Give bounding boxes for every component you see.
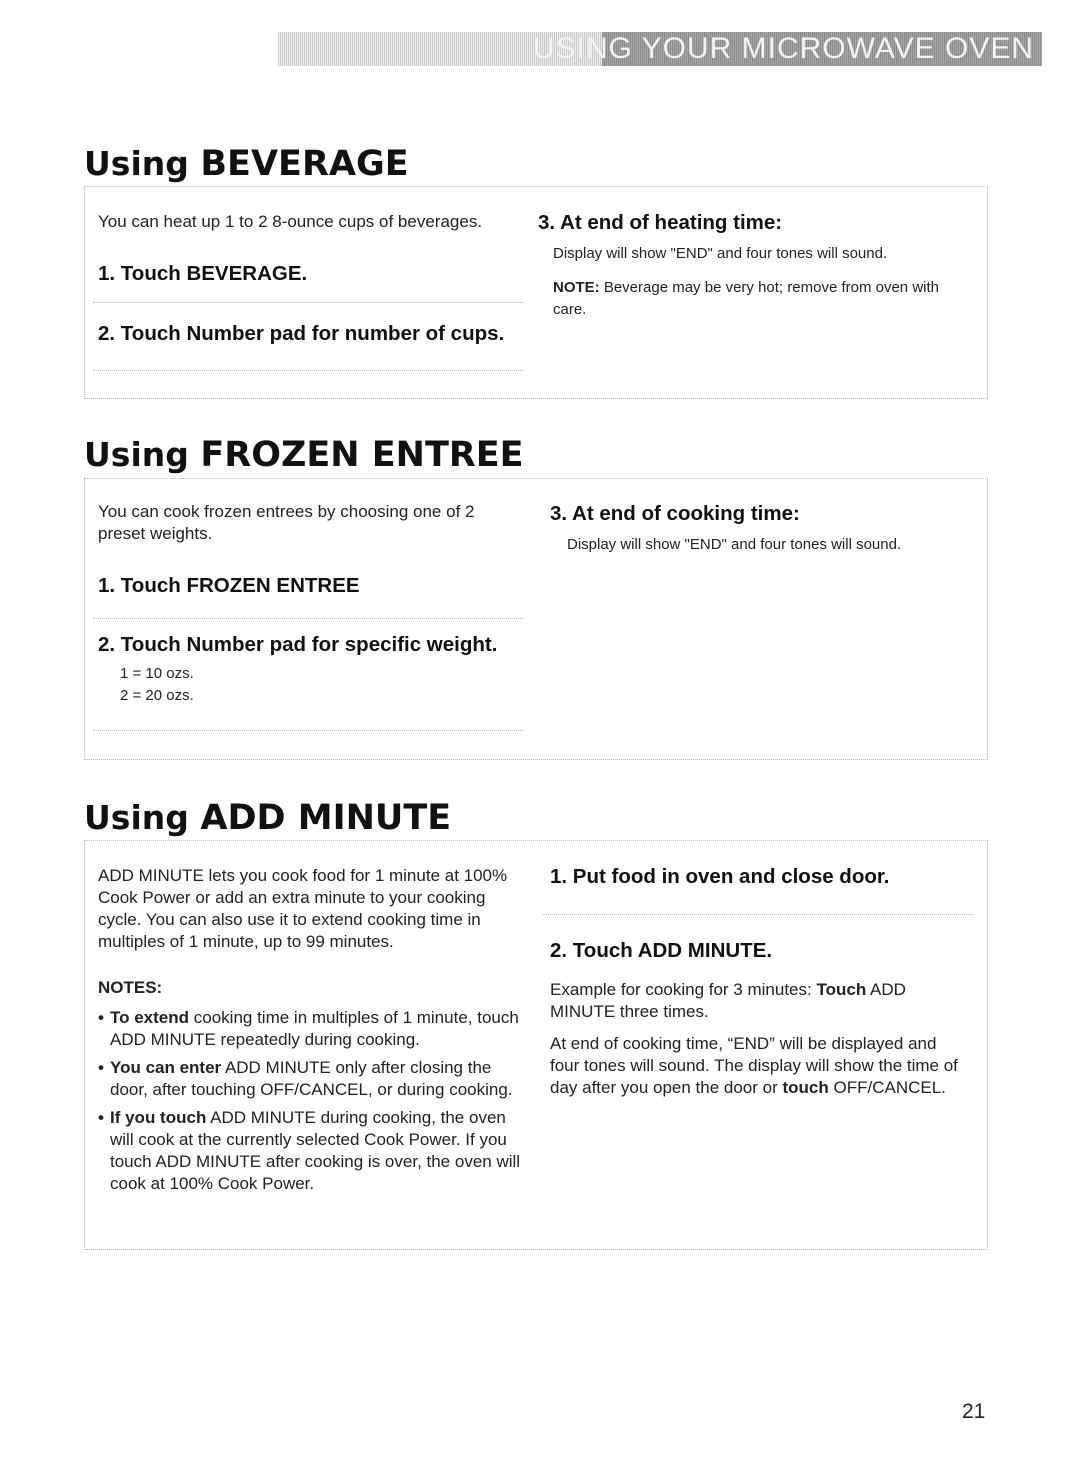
frozen-entree-box — [84, 478, 988, 760]
section-title-add-minute — [84, 798, 451, 838]
title-prefix: Using — [84, 798, 189, 837]
add-minute-note-3 — [98, 1107, 523, 1195]
frozen-step-1: 1. Touch FROZEN ENTREE — [98, 574, 360, 597]
frozen-right-column — [550, 502, 980, 556]
add-minute-step-1: 1. Put food in oven and close door. — [550, 865, 890, 888]
end-tail: OFF/CANCEL. — [828, 1078, 946, 1097]
beverage-step-3-display: Display will show "END" and four tones will sound. — [553, 245, 888, 262]
note-bold: You can enter — [110, 1058, 222, 1077]
section-title-beverage — [84, 144, 409, 184]
frozen-step-2: 2. Touch Number pad for specific weight. — [98, 633, 498, 656]
header-band — [278, 32, 1042, 66]
note-bold: To extend — [110, 1008, 190, 1027]
divider — [543, 914, 973, 915]
example-tail: ADD MINUTE three times. — [550, 980, 906, 1021]
divider — [93, 730, 523, 731]
add-minute-right-column-2 — [550, 939, 970, 1099]
beverage-right-column — [538, 211, 968, 321]
beverage-left-column — [98, 211, 528, 286]
bullet-icon: • — [98, 1108, 104, 1127]
note-text: cooking time in multiples of 1 minute, touch ADD MINUTE repeatedly during cooking. — [110, 1008, 519, 1049]
note-text: Beverage may be very hot; remove from oven with care. — [553, 279, 939, 318]
add-minute-notes-label: NOTES: — [98, 978, 163, 997]
note-text: ADD MINUTE only after closing the door, after touching OFF/CANCEL, or during cooking. — [110, 1058, 513, 1099]
add-minute-example — [550, 979, 970, 1023]
add-minute-intro: ADD MINUTE lets you cook food for 1 minute at 100% Cook Power or add an extra minute to your cooking cycle. You can also use it to extend cooking time in multiples of 1 minute, up to 99 minutes. — [98, 866, 508, 951]
beverage-step-1: 1. Touch BEVERAGE. — [98, 262, 308, 285]
page-number: 21 — [962, 1400, 986, 1423]
frozen-intro: You can cook frozen entrees by choosing one of 2 preset weights. — [98, 502, 475, 543]
header-title — [533, 32, 1042, 66]
beverage-step-2: 2. Touch Number pad for number of cups. — [98, 322, 505, 345]
note-label: NOTE: — [553, 279, 600, 296]
beverage-step-3: 3. At end of heating time: — [538, 211, 783, 234]
frozen-left-column — [98, 501, 528, 598]
frozen-weight-2: 2 = 20 ozs. — [120, 687, 194, 704]
end-text: At end of cooking time, “END” will be displayed and four tones will sound. The display will show the time of day after you open the door or — [550, 1034, 958, 1097]
add-minute-end — [550, 1033, 970, 1099]
header-title-text: USING YOUR MICROWAVE OVEN — [532, 32, 1034, 65]
bullet-icon: • — [98, 1058, 104, 1077]
example-bold: Touch — [816, 980, 867, 999]
title-keyword: FROZEN ENTREE — [200, 435, 524, 475]
frozen-weight-1: 1 = 10 ozs. — [120, 665, 194, 682]
beverage-left-column-2 — [98, 322, 528, 346]
title-keyword: ADD MINUTE — [200, 798, 452, 838]
add-minute-left-column — [98, 865, 523, 1195]
divider — [93, 618, 523, 619]
beverage-intro: You can heat up 1 to 2 8-ounce cups of beverages. — [98, 212, 483, 231]
section-title-frozen-entree — [84, 435, 524, 475]
end-bold: touch — [782, 1078, 829, 1097]
note-bold: If you touch — [110, 1108, 207, 1127]
beverage-note — [553, 277, 953, 321]
title-prefix: Using — [84, 144, 189, 183]
beverage-box — [84, 186, 988, 399]
frozen-left-column-2 — [98, 633, 528, 707]
bullet-icon: • — [98, 1008, 104, 1027]
title-prefix: Using — [84, 435, 189, 474]
add-minute-note-1 — [98, 1007, 523, 1051]
frozen-step-3: 3. At end of cooking time: — [550, 502, 800, 525]
note-text: ADD MINUTE during cooking, the oven will cook at the currently selected Cook Power. If you touch ADD MINUTE after cooking is over, the oven will cook at 100% Cook Power. — [110, 1108, 521, 1193]
title-keyword: BEVERAGE — [200, 144, 409, 184]
add-minute-right-column — [550, 865, 975, 889]
divider — [93, 302, 523, 303]
frozen-step-3-display: Display will show "END" and four tones will sound. — [567, 536, 902, 553]
divider — [93, 370, 523, 371]
add-minute-step-2: 2. Touch ADD MINUTE. — [550, 939, 773, 962]
add-minute-box — [84, 840, 988, 1250]
add-minute-note-2 — [98, 1057, 523, 1101]
example-text: Example for cooking for 3 minutes: — [550, 980, 817, 999]
